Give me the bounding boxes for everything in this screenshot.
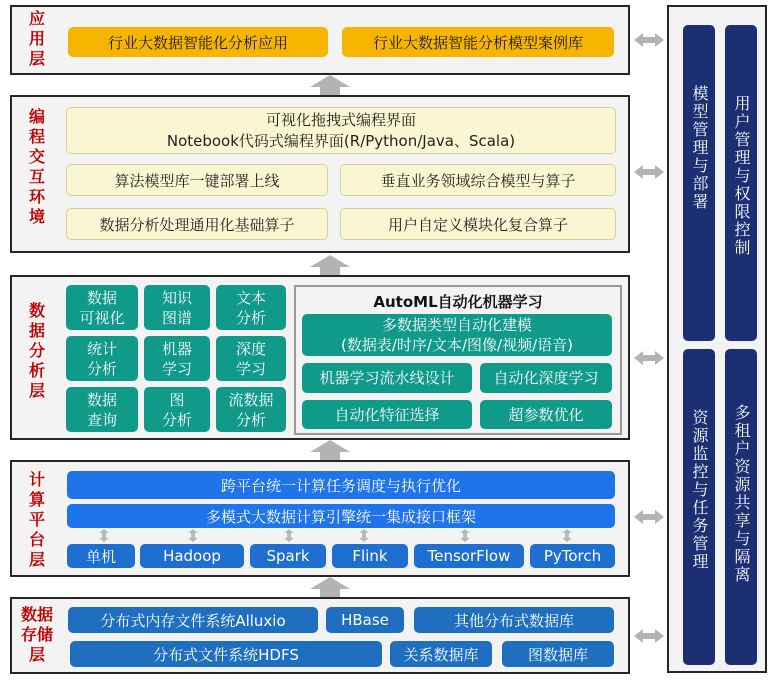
multi-tenant-column: 多租户资源共享与隔离 xyxy=(725,349,757,665)
double-arrow-icon xyxy=(634,510,664,524)
tile-stream-analysis: 流数据 分析 xyxy=(216,387,286,432)
auto-deep-learning-box: 自动化深度学习 xyxy=(480,363,612,393)
tile-data-query: 数据 查询 xyxy=(66,387,138,432)
custom-operator-box: 用户自定义模块化复合算子 xyxy=(340,208,616,240)
compute-layer-label: 计算平台层 xyxy=(28,470,45,569)
industry-analysis-app-box: 行业大数据智能化分析应用 xyxy=(68,27,328,57)
hdfs-box: 分布式文件系统HDFS xyxy=(70,641,382,667)
graph-db-box: 图数据库 xyxy=(502,641,614,667)
hyperparameter-tuning-box: 超参数优化 xyxy=(480,400,612,429)
vertical-domain-model-box: 垂直业务领域综合模型与算子 xyxy=(340,164,616,196)
up-arrow-icon xyxy=(310,255,350,275)
multi-type-automodel-box: 多数据类型自动化建模 (数据表/时序/文本/图像/视频/语音) xyxy=(302,314,612,356)
tile-data-visualization: 数据 可视化 xyxy=(66,285,138,330)
tile-graph-analysis: 图 分析 xyxy=(144,387,210,432)
up-arrow-icon xyxy=(310,577,350,597)
management-panel xyxy=(667,5,767,673)
engine-hadoop: Hadoop xyxy=(140,544,244,568)
hbase-box: HBase xyxy=(326,607,404,633)
alluxio-box: 分布式内存文件系统Alluxio xyxy=(68,607,318,633)
application-layer-label: 应用层 xyxy=(28,9,45,68)
up-arrow-icon xyxy=(310,75,350,95)
double-arrow-icon xyxy=(634,33,664,47)
cross-platform-scheduling-bar: 跨平台统一计算任务调度与执行优化 xyxy=(67,471,615,499)
tile-deep-learning: 深度 学习 xyxy=(216,336,286,381)
double-arrow-icon xyxy=(634,351,664,365)
resource-monitoring-column: 资源监控与任务管理 xyxy=(683,349,715,665)
engine-standalone: 单机 xyxy=(67,544,135,568)
tile-machine-learning: 机器 学习 xyxy=(144,336,210,381)
automl-title: AutoML自动化机器学习 xyxy=(373,293,543,311)
analysis-layer-label: 数据分析层 xyxy=(28,301,45,400)
engine-spark: Spark xyxy=(250,544,326,568)
general-operator-box: 数据分析处理通用化基础算子 xyxy=(66,208,328,240)
visual-drag-programming-text: 可视化拖拽式编程界面 xyxy=(265,110,416,129)
tile-text-analysis: 文本 分析 xyxy=(216,285,286,330)
relational-db-box: 关系数据库 xyxy=(390,641,492,667)
model-management-column: 模型管理与部署 xyxy=(683,25,715,341)
engine-pytorch: PyTorch xyxy=(530,544,615,568)
notebook-programming-text: Notebook代码式编程界面(R/Python/Java、Scala) xyxy=(166,131,516,150)
auto-feature-selection-box: 自动化特征选择 xyxy=(302,400,472,429)
model-deploy-box: 算法模型库一键部署上线 xyxy=(66,164,328,196)
programming-layer-label: 编程交互环境 xyxy=(28,107,45,226)
ml-pipeline-design-box: 机器学习流水线设计 xyxy=(302,363,472,393)
industry-model-case-library-box: 行业大数据智能分析模型案例库 xyxy=(342,27,614,57)
unified-engine-interface-bar: 多模式大数据计算引擎统一集成接口框架 xyxy=(67,504,615,528)
engine-flink: Flink xyxy=(332,544,408,568)
storage-layer-label: 数据存储层 xyxy=(20,605,53,664)
other-distributed-db-box: 其他分布式数据库 xyxy=(414,607,614,633)
tile-statistical-analysis: 统计 分析 xyxy=(66,336,138,381)
engine-tensorflow: TensorFlow xyxy=(414,544,524,568)
double-arrow-icon xyxy=(634,165,664,179)
up-arrow-icon xyxy=(310,440,350,460)
double-arrow-icon xyxy=(634,629,664,643)
user-permission-column: 用户管理与权限控制 xyxy=(725,25,757,341)
tile-knowledge-graph: 知识 图谱 xyxy=(144,285,210,330)
